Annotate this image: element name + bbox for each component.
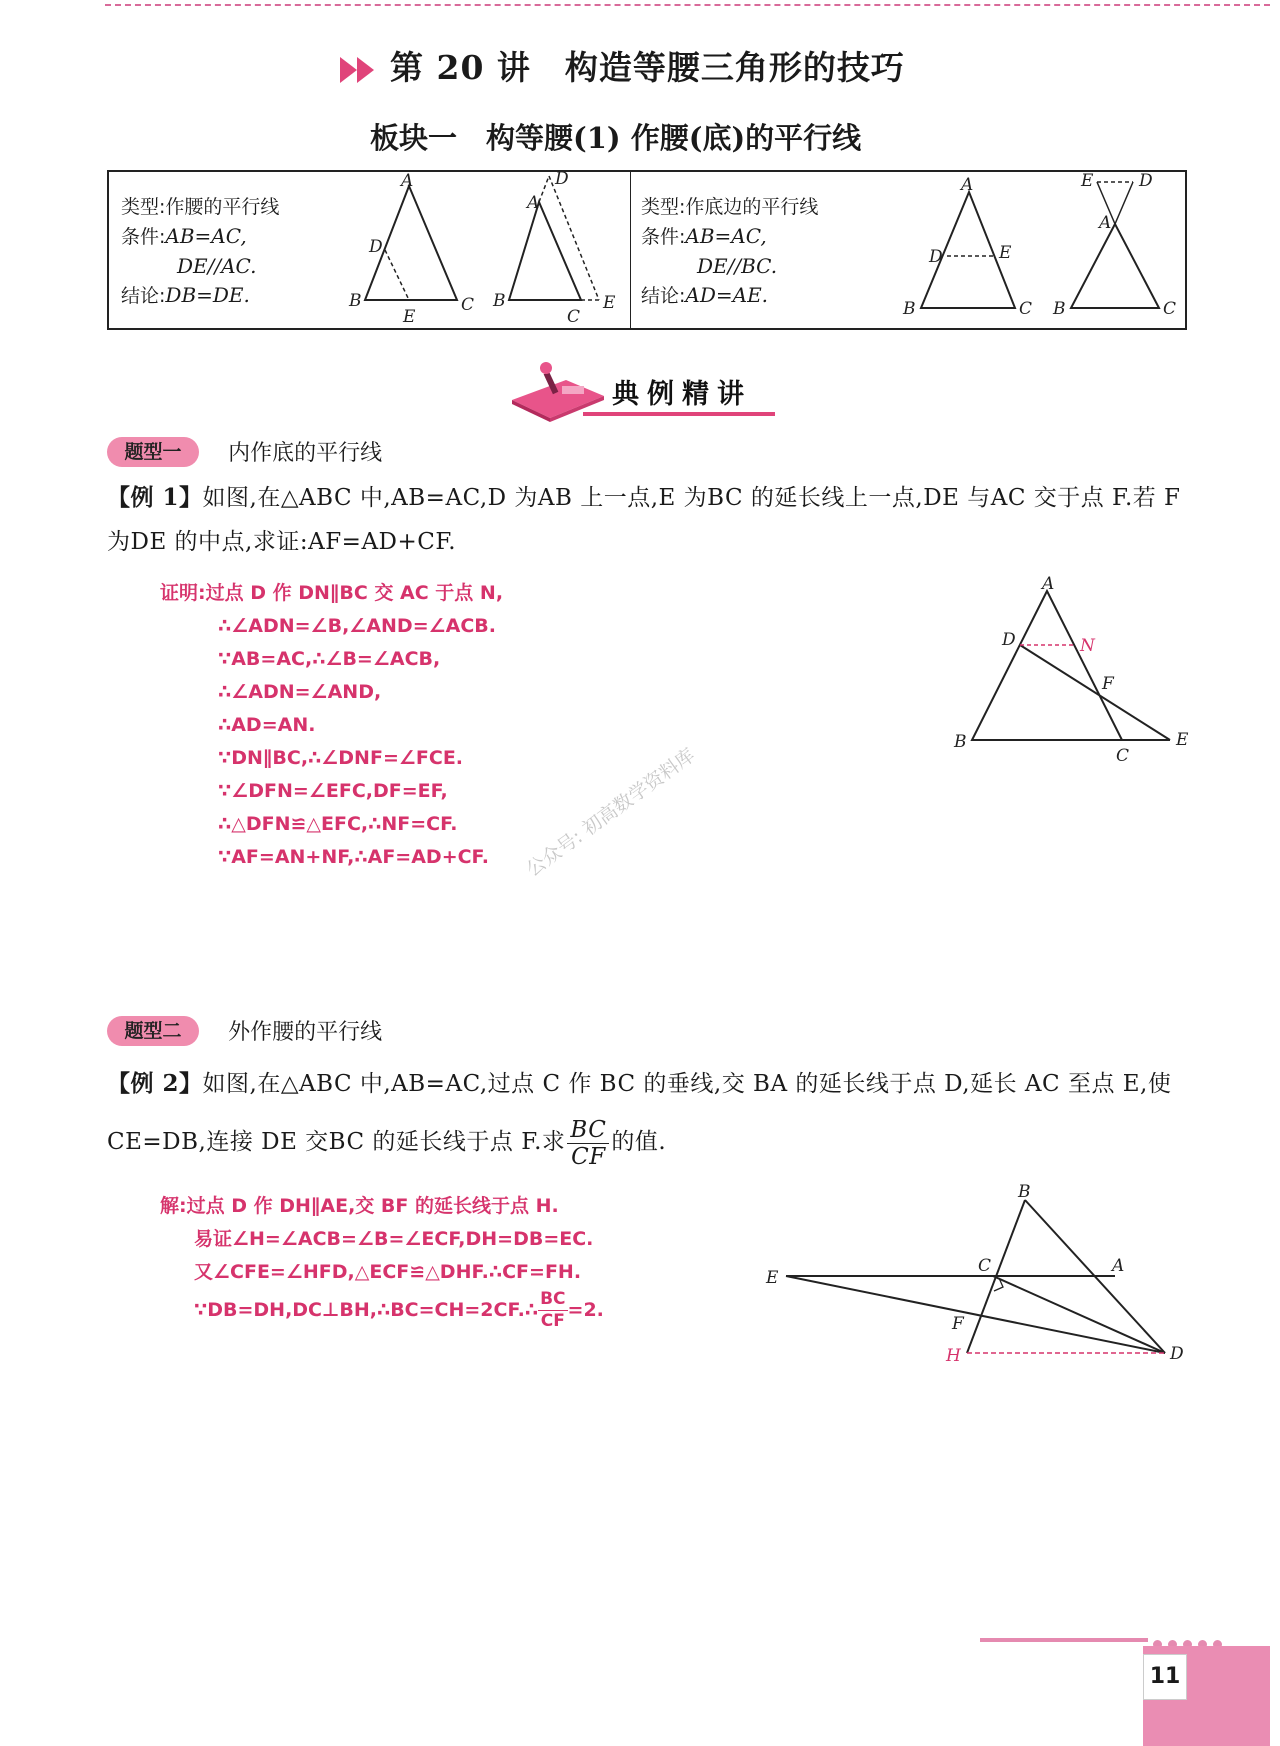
lecture-title xyxy=(340,42,905,89)
right-conclusion-value: AD=AE. xyxy=(685,283,769,307)
type2-badge: 题型二 xyxy=(107,1016,199,1046)
footer-rule xyxy=(980,1638,1148,1642)
type1-title: 内作底的平行线 xyxy=(228,441,383,466)
right-condition-line1: AB=AC, xyxy=(685,224,767,248)
fraction-denominator: CF xyxy=(540,1311,565,1331)
figure-base-parallel-outer xyxy=(1049,172,1189,332)
section-banner: 典例精讲 xyxy=(612,379,752,410)
solution1-line: ∵DN∥BC,∴∠DNF=∠FCE. xyxy=(218,747,464,769)
left-conclusion-label: 结论: xyxy=(121,285,166,307)
example1-text: 如图,在△ABC 中,AB=AC,D 为AB 上一点,E 为BC 的延长线上一点,DE 与AC 交于点 F.若 F 为DE 的中点,求证:AF=AD+CF. xyxy=(107,485,1181,555)
label-c: C xyxy=(1116,746,1130,766)
label-a: A xyxy=(401,171,414,191)
label-d: D xyxy=(555,169,569,189)
right-condition-line2: DE//BC. xyxy=(697,254,778,278)
solution2-line4-text: ∵DB=DH,DC⊥BH,∴BC=CH=2CF.∴ xyxy=(194,1299,539,1321)
solution2-line: 易证∠H=∠ACB=∠B=∠ECF,DH=DB=EC. xyxy=(194,1228,594,1250)
triangle-abc xyxy=(972,591,1122,740)
label-b: B xyxy=(1053,299,1066,319)
label-c: C xyxy=(1019,299,1033,319)
label-d: D xyxy=(929,247,943,267)
summary-right-text xyxy=(641,192,818,311)
figure-leg-parallel-outer xyxy=(489,169,629,332)
label-d: D xyxy=(1002,630,1016,650)
label-d: D xyxy=(369,237,383,257)
label-a: A xyxy=(961,175,974,195)
example1-figure xyxy=(950,575,1200,765)
solution1-line: ∵AF=AN+NF,∴AF=AD+CF. xyxy=(218,846,489,868)
label-e: E xyxy=(403,307,416,327)
left-condition-line1: AB=AC, xyxy=(165,224,247,248)
type1-header xyxy=(107,436,382,467)
section-title: 板块一 构等腰(1) 作腰(底)的平行线 xyxy=(370,121,862,155)
label-h: H xyxy=(946,1346,961,1366)
footer-page-tab xyxy=(1143,1646,1270,1746)
label-c: C xyxy=(1163,299,1177,319)
label-b: B xyxy=(954,732,967,752)
label-d: D xyxy=(1139,171,1153,191)
banner-underline xyxy=(583,412,775,416)
label-b: B xyxy=(349,291,362,311)
example2-label: 【例 2】 xyxy=(107,1070,203,1097)
lecture-title-text: 第 20 讲 构造等腰三角形的技巧 xyxy=(390,48,905,87)
label-f: F xyxy=(952,1314,964,1334)
example2-text: 如图,在△ABC 中,AB=AC,过点 C 作 BC 的垂线,交 BA 的延长线于点 D,延长 AC 至点 E,使 CE=DB,连接 DE 交BC 的延长线于点 F.求 xyxy=(107,1071,1172,1155)
solution2-line: 又∠CFE=∠HFD,△ECF≌△DHF.∴CF=FH. xyxy=(194,1261,582,1283)
solution1-line: ∴∠ADN=∠AND, xyxy=(218,681,382,703)
label-f: F xyxy=(1102,674,1114,694)
label-a: A xyxy=(1112,1256,1125,1276)
double-arrow-icon xyxy=(340,55,380,85)
example2-figure xyxy=(760,1182,1200,1385)
label-e: E xyxy=(999,243,1012,263)
left-type-label: 类型: xyxy=(121,196,166,218)
solution1-line: 证明:过点 D 作 DN∥BC 交 AC 于点 N, xyxy=(160,582,504,604)
summary-left-text xyxy=(121,192,279,311)
solution1-line: ∴AD=AN. xyxy=(218,714,316,736)
label-b: B xyxy=(903,299,916,319)
label-e: E xyxy=(1081,171,1094,191)
right-type-value: 作底边的平行线 xyxy=(685,196,819,218)
type2-header xyxy=(107,1015,382,1046)
label-n: N xyxy=(1080,636,1095,656)
summary-table xyxy=(107,170,1187,330)
example1-label: 【例 1】 xyxy=(107,484,203,511)
left-condition-line2: DE//AC. xyxy=(177,254,257,278)
example2-fraction xyxy=(567,1117,609,1170)
solution2-line: 解:过点 D 作 DH∥AE,交 BF 的延长线于点 H. xyxy=(160,1195,559,1217)
example1-solution xyxy=(160,577,503,874)
label-a: A xyxy=(1099,213,1112,233)
right-type-label: 类型: xyxy=(641,196,686,218)
figure-leg-parallel-inner xyxy=(339,172,479,332)
label-e: E xyxy=(1176,730,1189,750)
type2-title: 外作腰的平行线 xyxy=(228,1020,383,1045)
fraction-numerator: BC xyxy=(540,1289,566,1309)
label-a: A xyxy=(1042,574,1055,594)
solution2-fraction xyxy=(538,1289,567,1332)
type1-badge: 题型一 xyxy=(107,437,199,467)
solution1-line: ∴△DFN≌△EFC,∴NF=CF. xyxy=(218,813,458,835)
triangle-abc xyxy=(509,202,581,300)
dashed-de xyxy=(385,250,409,300)
example2-text-end: 的值. xyxy=(611,1129,667,1155)
label-e: E xyxy=(766,1268,779,1288)
example1-problem xyxy=(107,476,1187,564)
label-d: D xyxy=(1170,1344,1184,1364)
solution1-line: ∵∠DFN=∠EFC,DF=EF, xyxy=(218,780,448,802)
summary-divider xyxy=(630,172,631,328)
label-b: B xyxy=(1018,1182,1031,1202)
solution2-line xyxy=(160,1289,604,1332)
example2-problem xyxy=(107,1055,1187,1171)
line-de xyxy=(1020,645,1170,740)
solution1-line: ∴∠ADN=∠B,∠AND=∠ACB. xyxy=(218,615,496,637)
fraction-numerator: BC xyxy=(567,1117,609,1144)
label-e: E xyxy=(603,293,616,313)
solution1-line: ∵AB=AC,∴∠B=∠ACB, xyxy=(218,648,441,670)
label-a: A xyxy=(527,193,540,213)
right-condition-label: 条件: xyxy=(641,226,686,248)
fraction-denominator: CF xyxy=(571,1143,606,1170)
line-ad xyxy=(1115,182,1133,224)
label-c: C xyxy=(567,307,581,327)
label-c: C xyxy=(978,1256,992,1276)
left-condition-label: 条件: xyxy=(121,226,166,248)
dashed-ad xyxy=(539,176,549,202)
left-conclusion-value: DB=DE. xyxy=(165,283,250,307)
figure-base-parallel-inner xyxy=(899,172,1039,332)
right-conclusion-label: 结论: xyxy=(641,285,686,307)
label-b: B xyxy=(493,291,506,311)
label-c: C xyxy=(461,295,475,315)
footer-dots xyxy=(1153,1634,1268,1646)
left-type-value: 作腰的平行线 xyxy=(165,196,280,218)
triangle-abc xyxy=(1071,224,1159,308)
solution2-line4-end: =2. xyxy=(567,1299,604,1321)
top-dashed-rule xyxy=(105,4,1270,6)
line-ed xyxy=(786,1276,1165,1353)
line-cd xyxy=(993,1276,1165,1353)
example2-solution xyxy=(160,1190,604,1332)
watermark-text: 公众号: 初高数学资料库 xyxy=(522,744,700,882)
page-number: 11 xyxy=(1143,1654,1187,1700)
